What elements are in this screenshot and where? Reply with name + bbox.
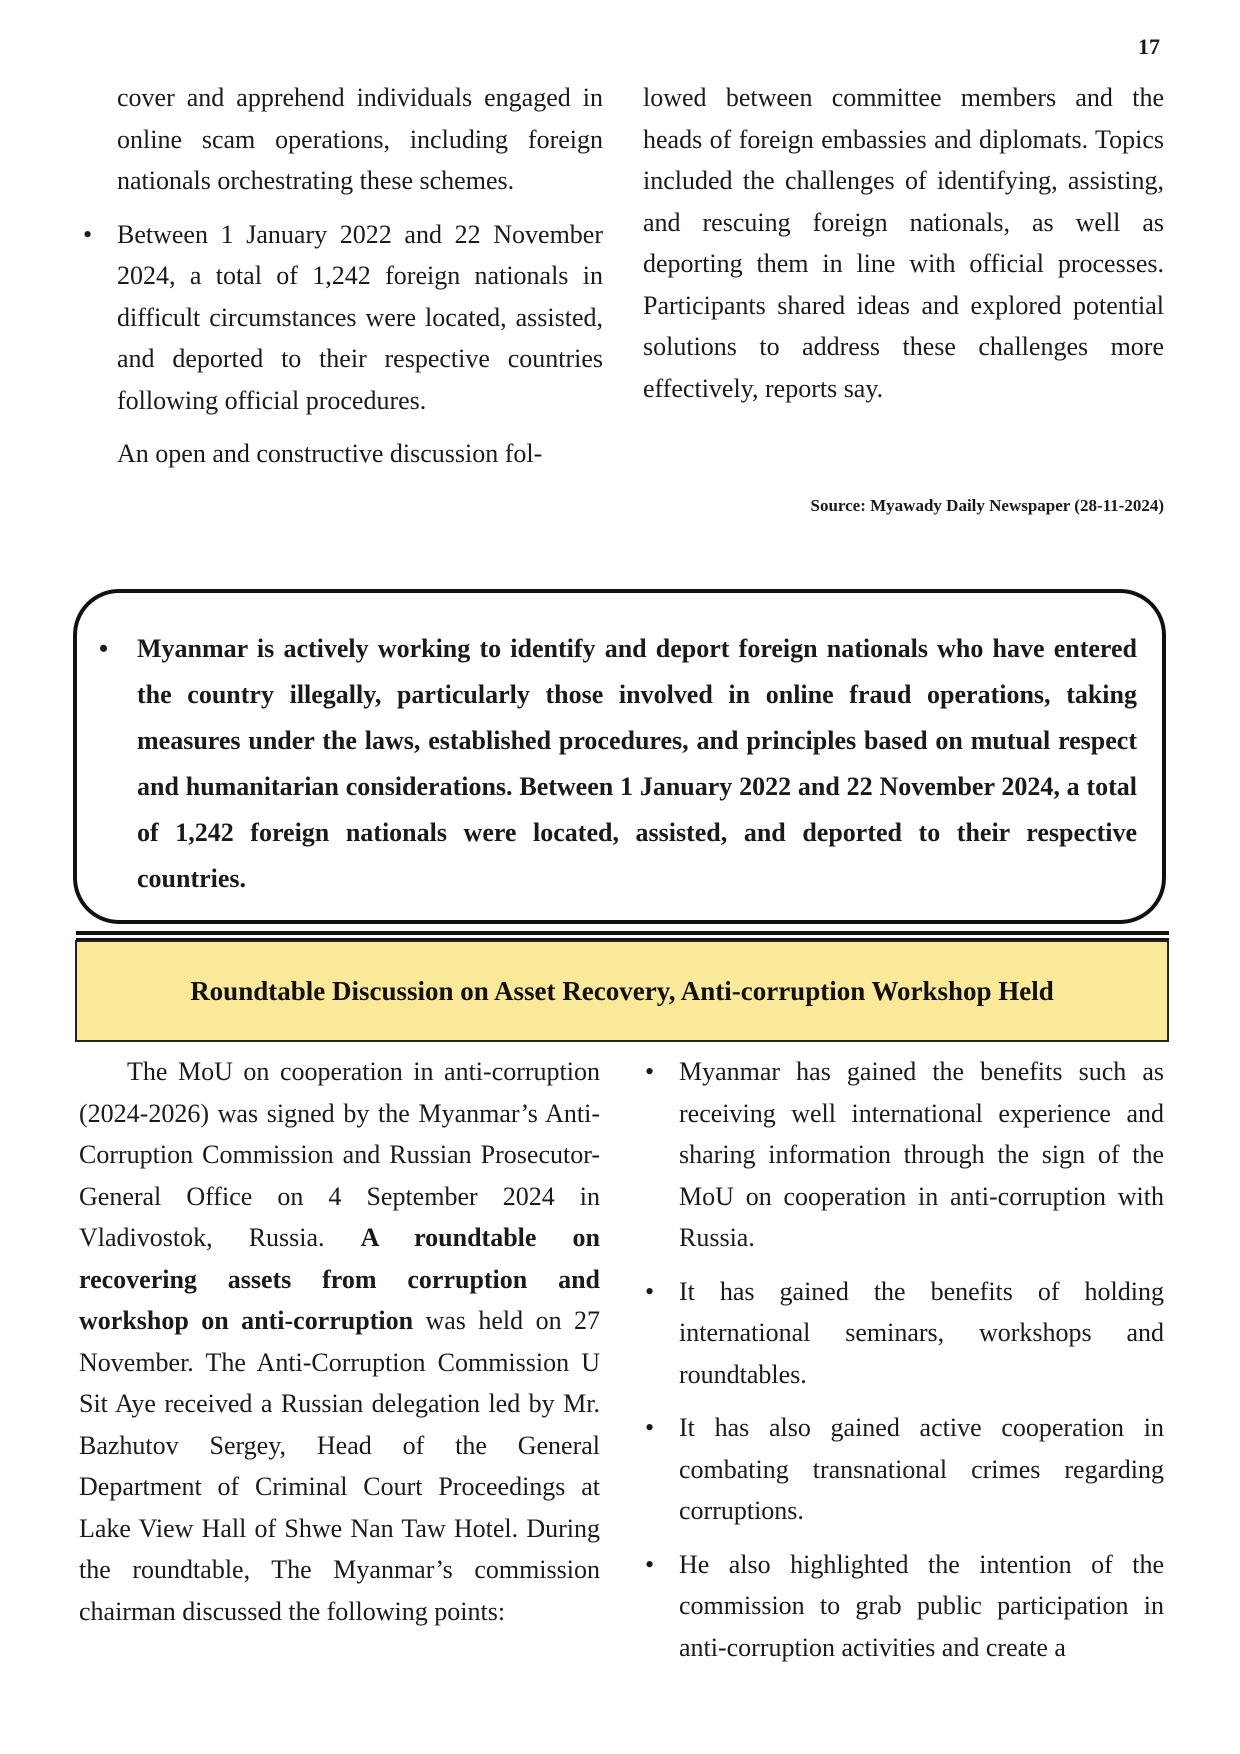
page-number: 17 [1138, 34, 1160, 59]
continued-paragraph: cover and apprehend individuals engaged in online scam operations, including foreign nationals orchestrating these schemes. [117, 83, 603, 195]
article-top-left-column [83, 77, 603, 475]
section-title: Roundtable Discussion on Asset Recovery, Anti-corruption Workshop Held [190, 975, 1054, 1006]
list-item [645, 1271, 1164, 1396]
list-item [83, 214, 603, 422]
paragraph-bold-text: A roundtable on recovering assets from corruption and workshop on anti-corruption [79, 1223, 600, 1335]
bullet-icon: • [645, 1413, 655, 1442]
bullet-list [645, 1051, 1164, 1668]
list-item [645, 1544, 1164, 1669]
list-item-text: Between 1 January 2022 and 22 November 2024, a total of 1,242 foreign nationals in difficult circumstances were located, assisted, and deported to their respective countries following official procedures. [117, 219, 603, 415]
paragraph-text: The MoU on cooperation in anti-corruption (2024-2026) was signed by the Myanmar’s Anti-Corruption Commission and Russian Prosecutor-General Office on 4 September 2024 in Vladivostok, Russia. [79, 1057, 600, 1252]
highlight-text: Myanmar is actively working to identify and deport foreign nationals who have entered the country illegally, particularly those involved in online fraud operations, taking measures under the laws, established procedures, and principles based on mutual respect and humanitarian considerations. Between 1 January 2022 and 22 November 2024, a total of 1,242 foreign nationals were located, assisted, and deported to their respective countries. [137, 634, 1137, 893]
bullet-icon: • [645, 1057, 655, 1086]
article-top-right-column [643, 77, 1164, 409]
list-item-text: It has gained the benefits of holding international seminars, workshops and roundtables. [679, 1276, 1164, 1389]
paragraph-text-continued: was held on 27 November. The Anti-Corruption Commission U Sit Aye received a Russian delegation led by Mr. Bazhutov Sergey, Head of the General Department of Criminal Court Proceedings at Lake View Hall of Shwe Nan Taw Hotel. During the roundtable, The Myanmar’s commission chairman discussed the following points: [79, 1306, 601, 1626]
article-bottom-left-column [79, 1051, 600, 1632]
paragraph-start: An open and constructive discussion fol- [117, 439, 543, 468]
bullet-icon: • [99, 634, 109, 663]
bullet-icon: • [645, 1549, 655, 1579]
article-bottom-right-column [645, 1051, 1164, 1668]
bullet-icon: • [645, 1276, 655, 1306]
highlight-box [73, 589, 1166, 924]
bullet-icon: • [83, 219, 93, 249]
continued-paragraph: lowed between committee members and the heads of foreign embassies and diplomats. Topics included the challenges of identifying, assisting, and rescuing foreign nationals, as well as deporting them in line with official processes. Participants shared ideas and explored potential solutions to address these challenges more effectively, reports say. [643, 83, 1164, 403]
source-citation: Source: Myawady Daily Newspaper (28-11-2024) [810, 496, 1164, 515]
divider-rule [76, 931, 1169, 935]
bullet-list [83, 214, 603, 422]
list-item-text: Myanmar has gained the benefits such as receiving well international experience and sharing information through the sign of the MoU on cooperation in anti-corruption with Russia. [679, 1057, 1164, 1252]
list-item-text: It has also gained active cooperation in combating transnational crimes regarding corruptions. [679, 1413, 1164, 1525]
list-item [645, 1407, 1164, 1532]
list-item [645, 1051, 1164, 1259]
list-item-text: He also highlighted the intention of the commission to grab public participation in anti-corruption activities and create a [679, 1549, 1164, 1662]
article-paragraph [79, 1051, 600, 1632]
section-title-banner [75, 940, 1169, 1042]
